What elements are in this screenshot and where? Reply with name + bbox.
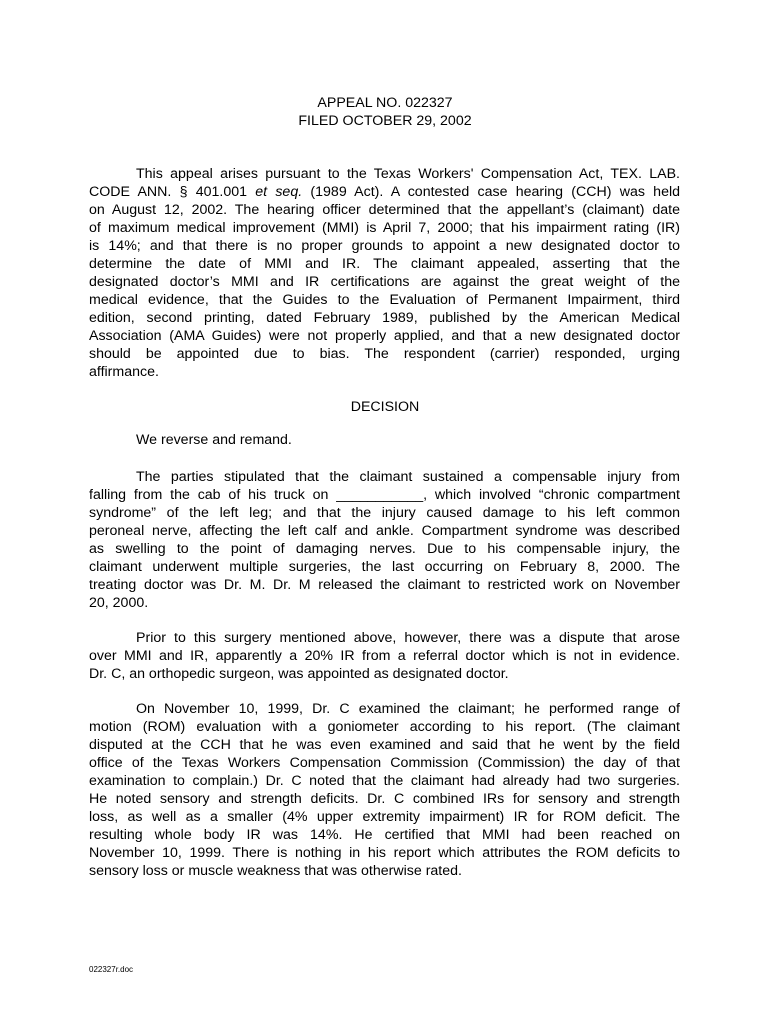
- paragraph-line: over MMI and IR, apparently a 20% IR from a referral doctor which is not in evidence.: [89, 648, 680, 664]
- paragraph-line: syndrome” of the left leg; and that the injury caused damage to his left common: [89, 505, 680, 521]
- paragraph-line: resulting whole body IR was 14%. He certified that MMI had been reached on: [89, 827, 680, 843]
- paragraph-line: determine the date of MMI and IR. The claimant appealed, asserting that the: [89, 256, 680, 272]
- intro-paragraph: [89, 165, 680, 381]
- paragraph-line: peroneal nerve, affecting the left calf and ankle. Compartment syndrome was described: [89, 523, 680, 539]
- paragraph-line: treating doctor was Dr. M. Dr. M released the claimant to restricted work on November: [89, 577, 680, 593]
- filed-date: FILED OCTOBER 29, 2002: [298, 113, 472, 129]
- paragraph-line: The parties stipulated that the claimant sustained a compensable injury from: [136, 469, 680, 485]
- paragraph-line: falling from the cab of his truck on ___________, which involved “chronic compartment: [89, 487, 680, 503]
- paragraph-line: medical evidence, that the Guides to the Evaluation of Permanent Impairment, third: [89, 292, 680, 308]
- paragraph-line: On November 10, 1999, Dr. C examined the claimant; he performed range of: [136, 701, 680, 717]
- paragraph-line: claimant underwent multiple surgeries, the last occurring on February 8, 2000. The: [89, 559, 680, 575]
- stipulation-paragraph: [89, 468, 680, 612]
- paragraph-line: on August 12, 2002. The hearing officer determined that the appellant’s (claimant) date: [89, 202, 680, 218]
- paragraph-line: Prior to this surgery mentioned above, however, there was a dispute that arose: [136, 630, 680, 646]
- paragraph-line: CODE ANN. § 401.001 et seq. (1989 Act). A contested case hearing (CCH) was held: [89, 184, 681, 200]
- paragraph-line: office of the Texas Workers Compensation Commission (Commission) the day of that: [89, 755, 680, 771]
- paragraph-line: Dr. C, an orthopedic surgeon, was appointed as designated doctor.: [89, 666, 509, 682]
- document-header: [0, 94, 770, 130]
- footer-filename: 022327r.doc: [89, 965, 134, 974]
- paragraph-line: We reverse and remand.: [136, 432, 292, 448]
- paragraph-line: affirmance.: [89, 364, 159, 380]
- paragraph-line: November 10, 1999. There is nothing in his report which attributes the ROM deficits to: [89, 845, 680, 861]
- examination-paragraph: [89, 700, 680, 880]
- paragraph-line: designated doctor’s MMI and IR certifications are against the great weight of the: [89, 274, 680, 290]
- paragraph-line: loss, as well as a smaller (4% upper extremity impairment) IR for ROM deficit. The: [89, 809, 680, 825]
- paragraph-line: edition, second printing, dated February 1989, published by the American Medical: [89, 310, 680, 326]
- paragraph-line: should be appointed due to bias. The respondent (carrier) responded, urging: [89, 346, 680, 362]
- decision-paragraph: [89, 431, 680, 449]
- decision-heading: DECISION: [350, 399, 420, 415]
- paragraph-line: 20, 2000.: [89, 595, 149, 611]
- appeal-number: APPEAL NO. 022327: [317, 95, 453, 111]
- paragraph-line: is 14%; and that there is no proper grounds to appoint a new designated doctor to: [89, 238, 680, 254]
- paragraph-line: This appeal arises pursuant to the Texas Workers' Compensation Act, TEX. LAB.: [136, 166, 680, 182]
- paragraph-line: examination to complain.) Dr. C noted that the claimant had already had two surgeries.: [89, 773, 680, 789]
- paragraph-line: motion (ROM) evaluation with a goniometer according to his report. (The claimant: [89, 719, 680, 735]
- paragraph-line: disputed at the CCH that he was even examined and said that he went by the field: [89, 737, 680, 753]
- paragraph-line: Association (AMA Guides) were not properly applied, and that a new designated doctor: [89, 328, 680, 344]
- dispute-paragraph: [89, 629, 680, 683]
- paragraph-line: as swelling to the point of damaging nerves. Due to his compensable injury, the: [89, 541, 680, 557]
- paragraph-line: He noted sensory and strength deficits. Dr. C combined IRs for sensory and strength: [89, 791, 680, 807]
- paragraph-line: sensory loss or muscle weakness that was otherwise rated.: [89, 863, 462, 879]
- paragraph-line: of maximum medical improvement (MMI) is April 7, 2000; that his impairment rating (IR): [89, 220, 680, 236]
